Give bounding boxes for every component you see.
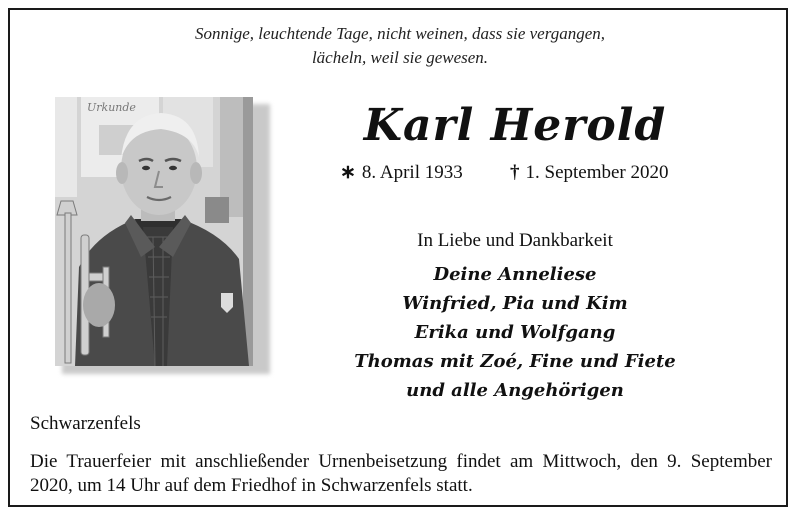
birth-date-text: 8. April 1933 (361, 162, 463, 183)
funeral-notice: Die Trauerfeier mit anschließender Urnenbeisetzung findet am Mittwoch, den 9. September 2020, um 14 Uhr auf dem Friedhof in Schwarzenfels statt. (30, 451, 772, 496)
portrait-illustration (55, 97, 253, 366)
closing-phrase: In Liebe und Dankbarkeit (417, 230, 613, 251)
mourner-line: und alle Angehörigen (406, 380, 624, 401)
mourner-line: Erika und Wolfgang (414, 322, 616, 343)
background-sign-text: Urkunde (87, 101, 136, 114)
deceased-name: Karl Herold (363, 100, 667, 151)
life-dates (340, 160, 700, 186)
mourners-list (330, 260, 700, 405)
birth-date (340, 160, 463, 186)
portrait-photo (55, 97, 253, 366)
motto-line-1: Sonnige, leuchtende Tage, nicht weinen, dass sie vergangen, (195, 24, 605, 43)
motto-line-2: lächeln, weil sie gewesen. (311, 48, 489, 67)
death-cross-icon: † (510, 162, 520, 183)
death-date-text: 1. September 2020 (525, 162, 669, 183)
mourner-line: Deine Anneliese (433, 264, 597, 285)
location: Schwarzenfels (30, 413, 141, 434)
mourner-line: Thomas mit Zoé, Fine und Fiete (354, 351, 676, 372)
mourner-line: Winfried, Pia und Kim (402, 293, 628, 314)
death-date (510, 160, 669, 186)
birth-star-icon: ∗ (340, 162, 356, 183)
motto (0, 22, 800, 70)
